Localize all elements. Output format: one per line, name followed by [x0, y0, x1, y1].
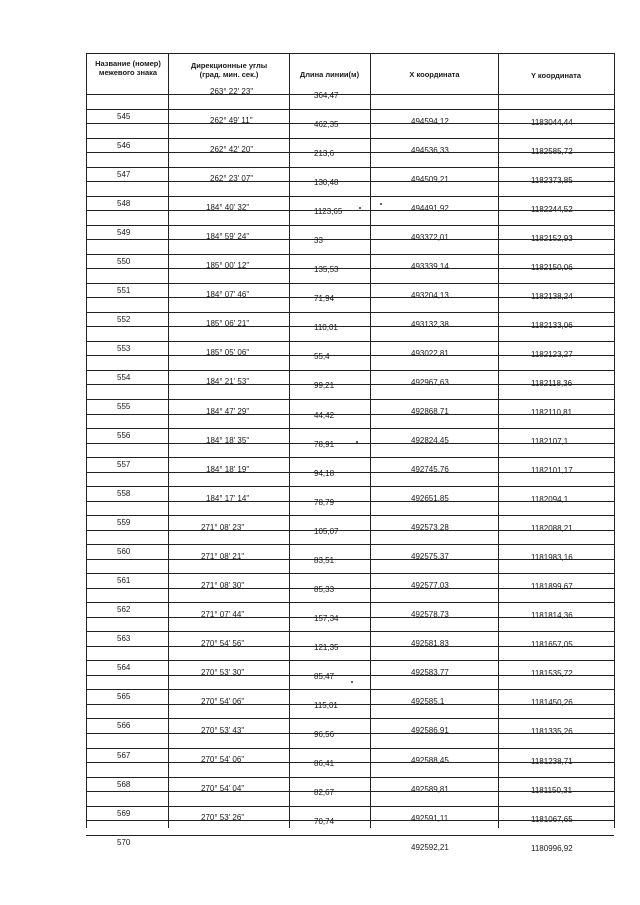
point-y: 1182088,21: [531, 524, 573, 534]
point-y: 1182585,72: [531, 146, 573, 156]
row-divider: [86, 573, 614, 574]
segment-angle: 262° 23' 07": [210, 174, 254, 184]
ink-mark: [380, 203, 382, 205]
segment-length: 130,48: [314, 178, 339, 188]
point-y: 1182373,85: [531, 175, 573, 185]
segment-angle: 262° 42' 20": [210, 145, 254, 155]
point-name: 567: [117, 750, 131, 760]
point-x: 494536,33: [411, 145, 449, 155]
segment-angle: 184° 47' 29": [206, 406, 250, 416]
point-name: 569: [117, 808, 131, 818]
point-y: 1181814,36: [531, 611, 573, 621]
row-divider: [86, 370, 614, 371]
point-x: 493339,14: [411, 261, 449, 271]
point-y: 1182101,17: [531, 466, 573, 476]
point-name: 565: [117, 692, 131, 702]
segment-angle: 270° 53' 43": [201, 726, 245, 736]
point-x: 492967,63: [411, 377, 449, 387]
row-divider: [86, 835, 614, 836]
segment-angle: 270° 54' 04": [201, 784, 245, 794]
point-y: 1182118,36: [531, 378, 573, 388]
point-x: 492573,28: [411, 523, 449, 533]
segment-length: 105,07: [314, 526, 339, 536]
point-name: 545: [117, 111, 131, 121]
point-y: 1181150,31: [531, 785, 573, 795]
row-divider: [86, 53, 614, 54]
segment-angle: 184° 18' 35": [206, 435, 250, 445]
header-name: [88, 59, 168, 77]
point-name: 559: [117, 518, 131, 528]
row-divider: [86, 167, 614, 168]
row-divider: [86, 254, 614, 255]
row-divider: [86, 748, 614, 749]
column-divider: [614, 53, 615, 828]
point-x: 492575,37: [411, 552, 449, 562]
column-divider: [370, 53, 371, 828]
row-divider: [86, 225, 614, 226]
row-divider: [86, 138, 614, 139]
segment-length: 213,6: [314, 149, 335, 159]
segment-angle: 271° 08' 21": [201, 551, 245, 561]
segment-angle: 184° 17' 14": [206, 493, 250, 503]
point-x: 492585,1: [411, 697, 445, 707]
point-x: 492592,21: [411, 842, 449, 852]
segment-angle: 263° 22' 23": [210, 87, 254, 96]
point-y: 1181899,67: [531, 582, 573, 592]
segment-angle: 271° 08' 30": [201, 580, 245, 590]
segment-length: 85,33: [314, 584, 335, 594]
row-divider: [86, 94, 614, 95]
point-name: 561: [117, 576, 131, 586]
point-name: 554: [117, 372, 131, 382]
point-x: 494509,21: [411, 174, 449, 184]
point-x: 494491,92: [411, 203, 449, 213]
segment-length: 99,21: [314, 381, 335, 391]
point-name: 553: [117, 343, 131, 353]
segment-length: 44,42: [314, 410, 335, 420]
segment-length: 83,51: [314, 555, 335, 565]
segment-length: 462,35: [314, 120, 339, 130]
segment-angle: 185° 00' 12": [206, 261, 250, 271]
row-divider: [86, 544, 614, 545]
segment-length: 110,01: [314, 323, 338, 333]
point-name: 551: [117, 285, 131, 295]
segment-length: 82,67: [314, 788, 335, 798]
point-x: 492586,91: [411, 726, 449, 736]
header-y: Y координата: [530, 71, 582, 80]
point-name: 558: [117, 489, 131, 499]
header-angle: [170, 61, 288, 79]
column-divider: [86, 53, 87, 828]
point-name: 560: [117, 547, 131, 557]
point-y: 1182133,06: [531, 320, 573, 330]
point-x: 492588,45: [411, 755, 449, 765]
point-x: 492577,03: [411, 581, 449, 591]
point-name: 566: [117, 721, 131, 731]
point-y: 1182107,1: [531, 437, 569, 447]
row-divider: [86, 399, 614, 400]
point-y: 1182110,81: [531, 407, 573, 417]
segment-length: 96,56: [314, 730, 335, 740]
segment-angle: 185° 05' 06": [206, 348, 250, 358]
header-name-line2: межевого знака: [98, 68, 158, 77]
column-divider: [498, 53, 499, 828]
point-name: 568: [117, 779, 131, 789]
segment-angle: 271° 07' 44": [201, 609, 245, 619]
ink-mark: [356, 441, 358, 443]
point-y: 1183044,44: [531, 117, 573, 127]
point-name: 547: [117, 169, 131, 179]
row-divider: [86, 109, 614, 110]
segment-length: 1123,65: [314, 207, 343, 217]
point-x: 492824,45: [411, 436, 449, 446]
row-divider: [86, 486, 614, 487]
point-y: 1181983,16: [531, 553, 573, 563]
row-divider: [86, 777, 614, 778]
segment-length: 85,47: [314, 671, 335, 681]
point-name: 562: [117, 605, 131, 615]
point-x: 493022,81: [411, 348, 449, 358]
segment-length: 70,74: [314, 817, 335, 827]
point-y: 1182244,52: [531, 204, 573, 214]
row-divider: [86, 457, 614, 458]
point-name: 563: [117, 634, 131, 644]
point-y: 1182094,1: [531, 495, 569, 505]
segment-length: 78,91: [314, 439, 335, 449]
segment-length: 135,53: [314, 265, 339, 275]
row-divider: [86, 689, 614, 690]
point-name: 557: [117, 460, 131, 470]
row-divider: [86, 631, 614, 632]
point-y: 1182150,06: [531, 262, 573, 272]
row-divider: [86, 196, 614, 197]
row-divider: [86, 602, 614, 603]
point-name: 556: [117, 431, 131, 441]
point-x: 493372,01: [411, 232, 449, 242]
segment-length: 86,41: [314, 759, 335, 769]
segment-length: 121,35: [314, 642, 339, 652]
point-y: 1181535,72: [531, 669, 573, 679]
row-divider: [86, 341, 614, 342]
row-divider: [86, 428, 614, 429]
segment-angle: 270° 54' 06": [201, 755, 245, 765]
row-divider: [86, 806, 614, 807]
point-name: 570: [117, 837, 131, 847]
segment-angle: 185° 06' 21": [206, 319, 250, 329]
segment-angle: 184° 59' 24": [206, 232, 250, 242]
header-length: Длина линии(м): [299, 70, 360, 79]
column-divider: [289, 53, 290, 828]
point-y: 1181238,71: [531, 756, 573, 766]
point-y: 1180996,92: [531, 843, 573, 853]
point-x: 494594,12: [411, 116, 449, 126]
point-y: 1182138,24: [531, 291, 573, 301]
point-x: 492591,11: [411, 813, 449, 823]
row-divider: [86, 515, 614, 516]
segment-length: 115,01: [314, 700, 338, 710]
point-name: 549: [117, 227, 131, 237]
point-x: 493204,13: [411, 290, 449, 300]
point-y: 1181450,26: [531, 698, 573, 708]
point-name: 555: [117, 401, 131, 411]
point-x: 492589,81: [411, 784, 449, 794]
segment-angle: 184° 07' 46": [206, 290, 250, 300]
segment-length: 71,94: [314, 294, 335, 304]
header-angle-line1: Дирекционные углы: [190, 61, 268, 70]
row-divider: [86, 283, 614, 284]
ink-mark: [359, 207, 361, 209]
point-y: 1181657,05: [531, 640, 573, 650]
segment-angle: 271° 08' 23": [201, 522, 245, 532]
point-x: 492578,73: [411, 610, 449, 620]
row-divider: [86, 718, 614, 719]
segment-angle: 184° 21' 53": [206, 377, 250, 387]
header-angle-line2: (град. мин. сек.): [199, 70, 259, 79]
segment-length: 33: [314, 236, 323, 246]
segment-angle: 184° 40' 32": [206, 203, 250, 213]
segment-angle: 270° 54' 56": [201, 638, 245, 648]
point-x: 492583,77: [411, 668, 449, 678]
point-y: 1181335,26: [531, 727, 573, 737]
segment-length: 157,34: [314, 613, 339, 623]
segment-angle: 270° 53' 30": [201, 667, 245, 677]
segment-length: 94,18: [314, 468, 335, 478]
segment-angle: 270° 54' 06": [201, 696, 245, 706]
point-y: 1182152,93: [531, 233, 573, 243]
segment-angle: 270° 53' 26": [201, 813, 245, 823]
segment-length: 364,47: [314, 91, 339, 100]
segment-length: 78,79: [314, 497, 335, 507]
segment-length: 55,4: [314, 352, 330, 362]
row-divider: [86, 660, 614, 661]
point-x: 493132,38: [411, 319, 449, 329]
point-name: 550: [117, 256, 131, 266]
header-name-line1: Название (номер): [95, 59, 161, 68]
point-name: 546: [117, 140, 131, 150]
point-y: 1181067,65: [531, 814, 573, 824]
row-divider: [86, 312, 614, 313]
column-divider: [168, 53, 169, 828]
point-x: 492581,83: [411, 639, 449, 649]
point-name: 548: [117, 198, 131, 208]
segment-angle: 262° 49' 11": [210, 116, 253, 126]
point-x: 492868,71: [411, 406, 449, 416]
ink-mark: [351, 681, 353, 683]
point-name: 564: [117, 663, 131, 673]
point-x: 492651,85: [411, 494, 449, 504]
point-y: 1182123,27: [531, 349, 573, 359]
header-x: X координата: [409, 70, 460, 79]
segment-angle: 184° 18' 19": [206, 464, 250, 474]
point-x: 492745,76: [411, 465, 449, 475]
point-name: 552: [117, 314, 131, 324]
